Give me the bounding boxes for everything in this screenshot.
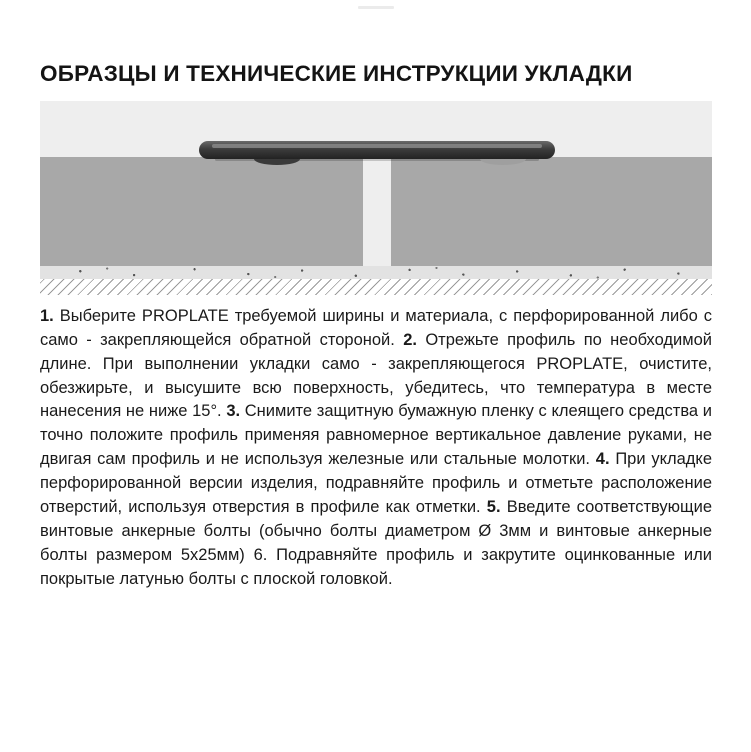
instruction-number-4: 4. xyxy=(595,450,610,469)
diagram-expansion-gap xyxy=(363,157,391,266)
page-top-tick xyxy=(358,6,394,9)
cross-section-diagram xyxy=(40,101,712,295)
document-content xyxy=(40,62,712,593)
instruction-text-1: Выберите PROPLATE требуемой ширины и материала, с перфорированной либо с само - закрепляющейся обратной стороной. xyxy=(40,306,712,349)
page-top-strip xyxy=(0,0,751,16)
instruction-paragraph xyxy=(40,305,712,592)
instruction-number-2: 2. xyxy=(403,330,417,349)
diagram-floor-slab-right xyxy=(391,157,712,266)
instruction-number-1: 1. xyxy=(40,306,54,325)
instruction-number-3: 3. xyxy=(226,402,241,421)
instruction-text-4: При укладке перфорированной версии изделия, подравняйте профиль и отметьте расположение отверстий, используя отверстия в профиле как отметки. xyxy=(40,450,712,517)
instruction-text-5: Введите соответствующие винтовые анкерные болты (обычно болты диаметром Ø 3мм и винтовые анкерные болты размером 5x25мм) 6. Подравняйте профиль и закрутите оцинкованные или покрытые латунью болты с плоской головкой. xyxy=(40,498,713,588)
diagram-profile-highlight xyxy=(212,144,542,148)
instruction-text-3: Снимите защитную бумажную пленку с клеящего средства и точно положите профиль применяя равномерное вертикальное давление руками, не двигая сам профиль и не используя железные или стальные молотки. xyxy=(40,402,712,469)
instruction-number-5: 5. xyxy=(486,498,501,517)
diagram-floor-slab-left xyxy=(40,157,363,266)
diagram-substrate-hatching xyxy=(40,279,712,295)
diagram-screed-layer xyxy=(40,266,712,279)
page-title: ОБРАЗЦЫ И ТЕХНИЧЕСКИЕ ИНСТРУКЦИИ УКЛАДКИ xyxy=(40,61,633,86)
instructions-block xyxy=(40,305,712,592)
instruction-text-2: Отрежьте профиль по необходимой длине. При выполнении укладки само - закрепляющегося PROPLATE, очистите, обезжирьте, и высушите всю поверхность, убедитесь, что температура в месте нанесения не ниже 15°. xyxy=(40,330,713,421)
